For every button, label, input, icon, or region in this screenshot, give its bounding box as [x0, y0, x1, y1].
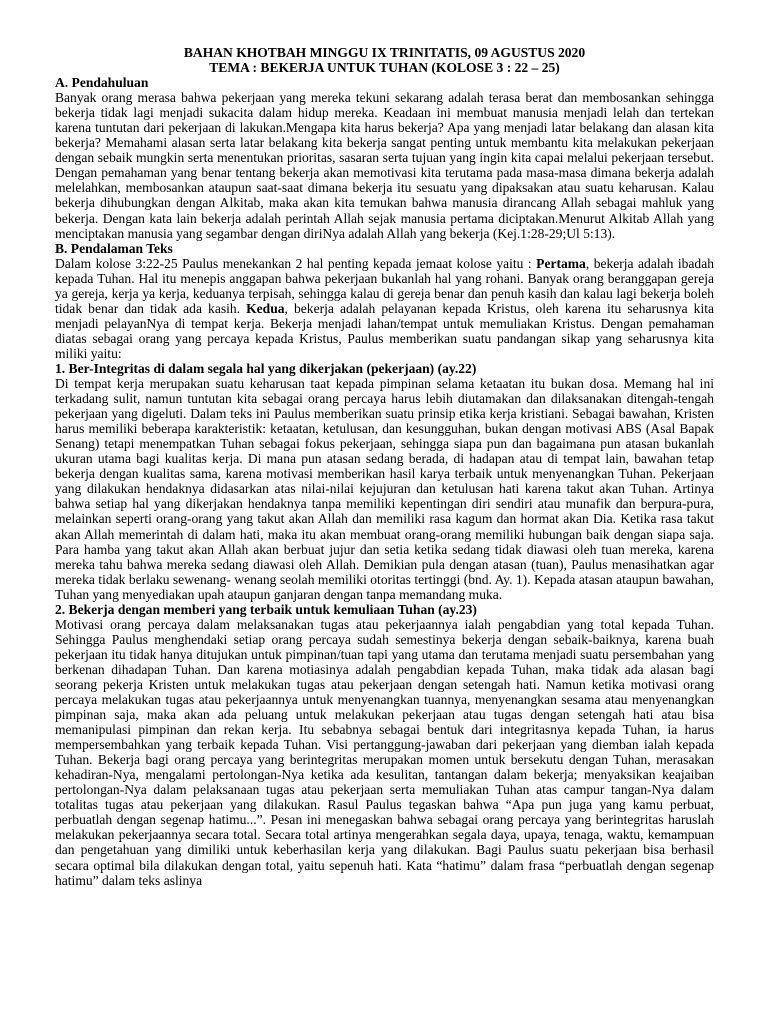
section-b-text-1: Dalam kolose 3:22-25 Paulus menekankan 2 hal penting kepada jemaat kolose yaitu : — [55, 255, 537, 271]
point-1-paragraph: Di tempat kerja merupakan suatu keharusan taat kepada pimpinan selama ketaatan itu bukan dosa. Memang hal ini terkadang sulit, namun tuntutan kita sebagai orang percaya harus lebih diutamakan dan dilaksanakan ditengah-tengah pekerjaan yang digeluti. Dalam teks ini Paulus memberikan suatu prinsip etika kerja kristiani. Sebagai bawahan, Kristen harus memiliki beberapa karakteristik: ketaatan, ketulusan, dan kesungguhan, bukan dengan motivasi ABS (Asal Bapak Senang) tetapi menempatkan Tuhan sebagai fokus pekerjaan, sehingga siapa pun dan bagaimana pun atasan bukanlah ukuran utama bagi kualitas kerja. Di mana pun atasan sedang berada, di hadapan atau di tempat lain, bawahan tetap bekerja dengan kualitas sama, karena motivasi memberikan hasil karya terbaik untuk menyenangkan Tuhan. Pekerjaan yang dilakukan hendaknya didasarkan atas nilai-nilai kejujuran dan ketulusan hati karena takut akan Tuhan. Artinya bahwa setiap hal yang dikerjakan hendaknya tanpa memiliki kepentingan diri sendiri atau munafik dan berpura-pura, melainkan seperti orang-orang yang takut akan Allah dan memiliki rasa kagum dan hormat akan Dia. Ketika rasa takut akan Allah memerintah di dalam hati, maka itu akan membuat orang-orang memiliki hubungan baik dengan siapa saja. Para hamba yang takut akan Allah akan berbuat jujur dan setia ketika sedang tidak diawasi oleh tuan mereka, karena mereka tahu bahwa mereka sedang diawasi oleh Allah. Demikian pula dengan atasan (tuan), Paulus menasihatkan agar mereka tidak berlaku sewenang- wenang seolah memiliki otoritas tertinggi (bnd. Ay. 1). Kepada atasan ataupun bawahan, Tuhan yang menyediakan upah ataupun ganjaran dengan tanpa memandang muka. — [55, 376, 714, 602]
point-1-heading: 1. Ber-Integritas di dalam segala hal yang dikerjakan (pekerjaan) (ay.22) — [55, 360, 477, 376]
point-2-paragraph: Motivasi orang percaya dalam melaksanakan tugas atau pekerjaannya ialah pengabdian yang total kepada Tuhan. Sehingga Paulus menghendaki setiap orang percaya sudah semestinya bekerja dengan sebaik-baiknya, karena buah pekerjaan itu tidak hanya ditujukan untuk pimpinan/tuan tapi yang utama dan terutama menjadi suatu persembahan yang berkenan dihadapan Tuhan. Dan karena motiasinya adalah pengabdian kepada Tuhan, maka tidak ada alasan bagi seorang pekerja Kristen untuk melakukan tugas atau pekerjaan dengan setengah hati. Namun ketika motivasi orang percaya melakukan tugas atau pekerjaannya untuk menyenangkan tuannya, menyenangkan sesama atau menyenangkan pimpinan saja, maka akan ada peluang untuk melakukan pekerjaan atau tugas dengan setengah hati atau bisa memanipulasi pimpinan dan rekan kerja. Itu sebabnya sebagai bentuk dari integritasnya kepada Tuhan, ia harus mempersembahkan yang terbaik kepada Tuhan. Visi pertanggung-jawaban dari pekerjaan yang diemban ialah kepada Tuhan. Bekerja bagi orang percaya yang berintegritas merupakan momen untuk bersekutu dengan Tuhan, merasakan kehadiran-Nya, mengalami pertolongan-Nya ketika ada kesulitan, tantangan dalam bekerja; menyaksikan keajaiban pertolongan-Nya dalam pelaksanaan tugas atau pekerjaan serta memuliakan Tuhan atas campur tangan-Nya dalam totalitas tugas atau pekerjaan yang dilakukan. Rasul Paulus tegaskan bahwa “Apa pun juga yang kamu perbuat, perbuatlah dengan segenap hatimu...”. Pesan ini menegaskan bahwa sebagai orang percaya yang berintegritas haruslah melakukan pekerjaannya secara total. Secara total artinya mengerahkan segala daya, upaya, tenaga, waktu, kemampuan dan pengetahuan yang dimiliki untuk keberhasilan kerja yang dilakukan. Bagi Paulus suatu pekerjaan bisa berhasil secara optimal bila dilakukan dengan total, yaitu sepenuh hati. Kata “hatimu” dalam frasa “perbuatlah dengan segenap hatimu” dalam teks aslinya — [55, 616, 714, 888]
section-b-text-3: , bekerja adalah pelayanan kepada Kristus, oleh karena itu seharusnya kita menjadi pelayanNya di tempat kerja. Bekerja menjadi lahan/tempat untuk memuliakan Kristus. Dengan pemahaman diatas sebagai orang yang percaya kepada Kristus, Paulus memberikan suatu pandangan sikap yang seharusnya kita miliki yaitu: — [55, 300, 715, 361]
section-b-kedua: Kedua — [246, 300, 285, 316]
section-a-paragraph: Banyak orang merasa bahwa pekerjaan yang mereka tekuni sekarang adalah terasa berat dan membosankan sehingga bekerja tidak lagi menjadi sukacita dalam hidup mereka. Keadaan ini membuat manusia menjadi lelah dan tertekan karena tuntutan dari pekerjaan di lakukan.Mengapa kita harus bekerja? Apa yang menjadi latar belakang dan alasan kita bekerja? Memahami alasan serta latar belakang kita bekerja sangat penting untuk membantu kita melakukan pekerjaan dengan sebaik mungkin serta menentukan prioritas, sasaran serta tujuan yang ingin kita capai melalui pekerjaan tersebut. Dengan pemahaman yang benar tentang bekerja akan memotivasi kita terutama pada masa-masa dimana bekerja adalah melelahkan, membosankan ataupun saat-saat dimana bekerja itu sesuatu yang dipaksakan atau suatu keharusan. Kalau bekerja dihubungkan dengan Alkitab, maka akan kita temukan bahwa manusia dirancang Allah sebagai mahluk yang bekerja. Dengan kata lain bekerja adalah perintah Allah sejak manusia pertama diciptakan.Menurut Alkitab Allah yang menciptakan manusia yang segambar dengan diriNya adalah Allah yang bekerja (Kej.1:28-29;Ul 5:13). — [55, 90, 714, 241]
section-b-pertama: Pertama — [536, 255, 586, 271]
point-2-heading: 2. Bekerja dengan memberi yang terbaik untuk kemuliaan Tuhan (ay.23) — [55, 601, 477, 617]
section-a-heading: A. Pendahuluan — [55, 75, 149, 91]
section-b-paragraph — [55, 256, 714, 361]
section-b-heading: B. Pendalaman Teks — [55, 240, 173, 256]
section-b-text-2: , bekerja adalah ibadah kepada Tuhan. Hal itu menepis anggapan bahwa pekerjaan bukanlah hal yang rohani. Banyak orang beranggapan gereja ya gereja, kerja ya kerja, keduanya terpisah, sehingga kalau di gereja benar dan penuh kasih dan kalau lagi bekerja boleh tidak benar dan tidak ada kasih. — [55, 255, 714, 316]
document-title-line-1: BAHAN KHOTBAH MINGGU IX TRINITATIS, 09 AGUSTUS 2020 — [183, 45, 586, 60]
document-title-line-2: TEMA : BEKERJA UNTUK TUHAN (KOLOSE 3 : 22 – 25) — [209, 60, 560, 76]
document-page — [55, 45, 714, 888]
